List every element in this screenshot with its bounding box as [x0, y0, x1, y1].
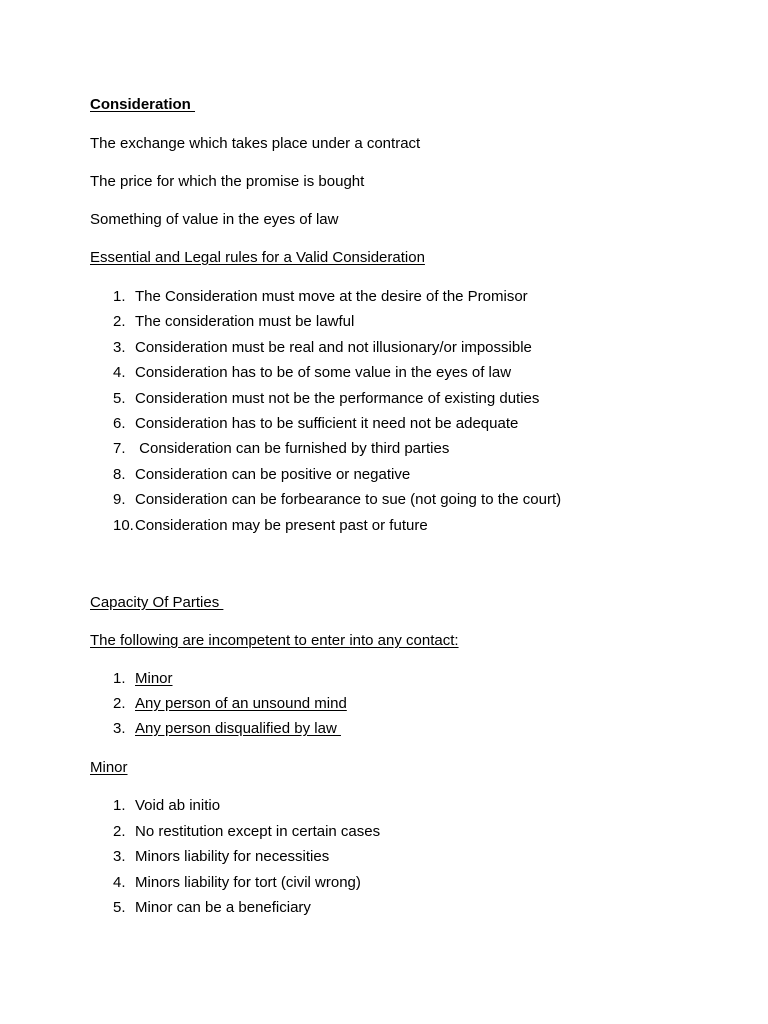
list-item [90, 899, 380, 925]
list-text: Any person disqualified by law [135, 720, 341, 737]
list-item [90, 848, 380, 874]
list-text: Minor can be a beneficiary [135, 899, 311, 917]
list-number: 4. [113, 873, 126, 891]
list-number: 3. [113, 848, 126, 866]
list-item [90, 517, 561, 542]
list-item [90, 415, 561, 440]
list-text: Void ab initio [135, 797, 221, 814]
list-number: 1. [113, 288, 126, 305]
list-text: Any person of an unsound mind [135, 695, 347, 712]
capacity-heading: Capacity Of Parties [90, 594, 224, 611]
list-text: Consideration can be forbearance to sue (not going to the court) [135, 491, 562, 509]
list-item [90, 288, 561, 313]
list-number: 5. [113, 899, 126, 917]
minor-heading: Minor [90, 759, 128, 776]
capacity-subheading: The following are incompetent to enter into any contact: [90, 632, 459, 649]
list-item [90, 797, 380, 823]
consideration-heading: Consideration [90, 96, 196, 113]
list-item [90, 440, 561, 465]
list-number: 2. [113, 313, 126, 331]
list-item [90, 670, 347, 695]
list-item [90, 491, 561, 516]
list-number: 2. [113, 695, 126, 712]
list-text: Consideration must be real and not illusionary/or impossible [135, 338, 532, 356]
list-number: 9. [113, 491, 126, 509]
list-text: Consideration can be furnished by third parties [135, 440, 450, 458]
list-number: 1. [113, 797, 126, 814]
list-number: 10. [113, 516, 134, 534]
list-item [90, 313, 561, 338]
list-number: 5. [113, 389, 126, 407]
list-text: Consideration may be present past or future [135, 516, 428, 534]
list-number: 2. [113, 822, 126, 840]
list-text: Minors liability for necessities [135, 848, 330, 866]
list-text: Consideration can be positive or negative [135, 465, 411, 483]
list-item [90, 874, 380, 900]
list-text: Minor [135, 670, 173, 687]
list-number: 3. [113, 338, 126, 356]
list-number: 4. [113, 364, 126, 382]
list-number: 7. [113, 440, 126, 458]
list-item [90, 390, 561, 415]
list-number: 6. [113, 414, 126, 432]
list-text: Minors liability for tort (civil wrong) [135, 873, 361, 891]
incompetent-parties-list [90, 670, 347, 745]
list-text: Consideration must not be the performance of existing duties [135, 389, 540, 407]
definition-2: The price for which the promise is bought [90, 173, 365, 190]
definition-3: Something of value in the eyes of law [90, 211, 339, 228]
minor-rules-list [90, 797, 380, 925]
rules-heading: Essential and Legal rules for a Valid Consideration [90, 249, 425, 266]
list-item [90, 339, 561, 364]
consideration-rules-list [90, 288, 561, 542]
definition-1: The exchange which takes place under a contract [90, 135, 421, 152]
list-text: The consideration must be lawful [135, 313, 355, 331]
list-number: 3. [113, 720, 126, 737]
list-item [90, 823, 380, 849]
list-item [90, 720, 347, 745]
list-item [90, 466, 561, 491]
list-item [90, 364, 561, 389]
list-text: No restitution except in certain cases [135, 822, 381, 840]
list-item [90, 695, 347, 720]
list-number: 1. [113, 670, 126, 687]
list-number: 8. [113, 465, 126, 483]
list-text: Consideration has to be of some value in the eyes of law [135, 364, 512, 382]
list-text: The Consideration must move at the desire of the Promisor [135, 288, 528, 305]
list-text: Consideration has to be sufficient it need not be adequate [135, 414, 519, 432]
